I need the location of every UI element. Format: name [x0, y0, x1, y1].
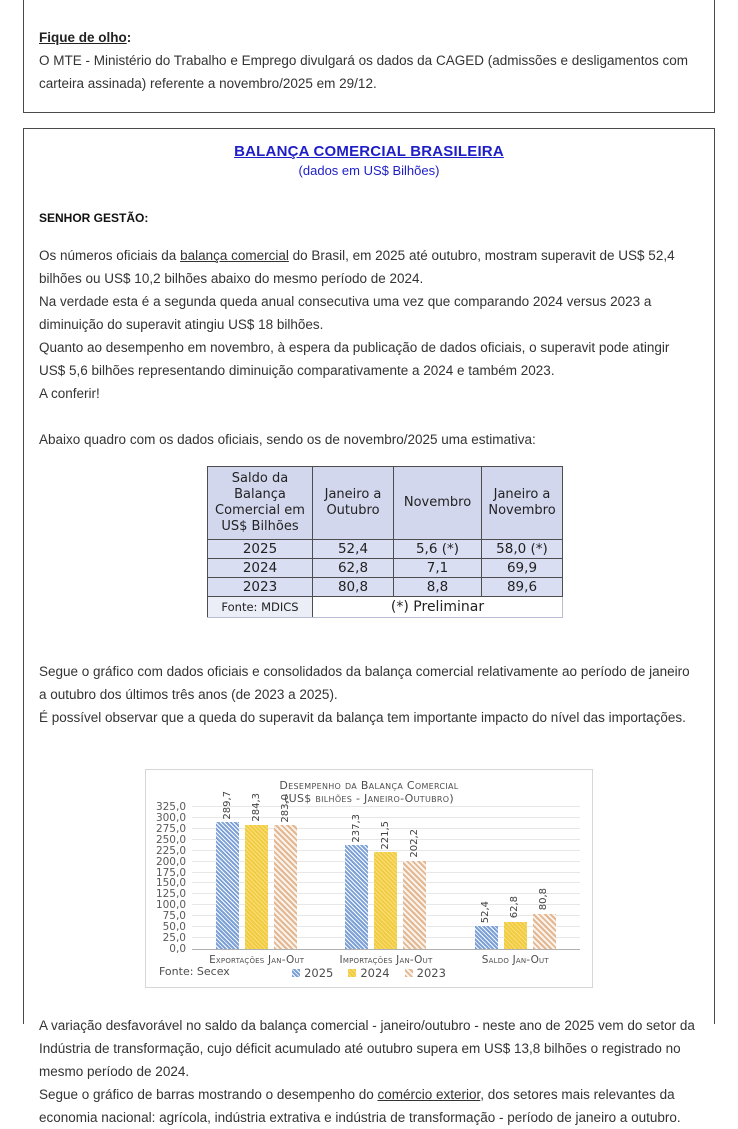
y-tick-label: 125,0: [155, 888, 186, 901]
closing-paragraph-2: [39, 1083, 699, 1129]
mid-paragraph-2: É possível observar que a queda do superavit da balança tem importante impacto do nível das importações.: [39, 710, 686, 725]
bar-group: [192, 790, 321, 949]
table-cell: 8,8: [394, 578, 482, 597]
balance-table-body: [208, 540, 563, 597]
category-label: Saldo Jan-Out: [481, 954, 549, 966]
legend-label: 2025: [304, 966, 334, 980]
underlined-term: balança comercial: [180, 248, 289, 263]
chart-title: Desempenho da Balança Comercial: [279, 779, 459, 792]
bar-slot: [533, 807, 556, 949]
underlined-term: comércio exterior: [377, 1087, 481, 1102]
bar-slot: [274, 793, 297, 949]
mid-paragraph-1: Segue o gráfico com dados oficiais e consolidados da balança comercial relativamente ao período de janeiro a outubro dos últimos três anos (de 2023 a 2025).: [39, 664, 690, 702]
bar-slot: [345, 807, 368, 949]
bar-slot: [403, 807, 426, 949]
bar-value-label: 283,0: [279, 793, 291, 823]
bar-value-label: 202,2: [408, 829, 420, 858]
notice-body: O MTE - Ministério do Trabalho e Emprego divulgará os dados da CAGED (admissões e desligamentos com carteira assinada) referente a novembro/2025 em 29/12.: [39, 53, 689, 91]
bar-group: [321, 807, 450, 949]
trade-balance-chart: [145, 769, 593, 988]
y-tick-label: 175,0: [155, 866, 186, 879]
legend-label: 2024: [360, 966, 390, 980]
y-tick-label: 200,0: [155, 855, 186, 868]
table-cell: 52,4: [313, 540, 394, 559]
legend-item: [292, 966, 333, 980]
intro-paragraph-1: [39, 244, 699, 290]
chart-subtitle: (US$ bilhões - Janeiro-Outubro): [284, 792, 454, 805]
legend-item: [348, 966, 389, 980]
legend-label: 2023: [416, 966, 446, 980]
bar-value-label: 284,3: [250, 793, 262, 822]
bar-2025: [216, 822, 239, 949]
intro-paragraph-5: Abaixo quadro com os dados oficiais, sendo os de novembro/2025 uma estimativa:: [39, 432, 536, 447]
y-tick-label: 275,0: [155, 822, 186, 835]
table-cell: 2024: [208, 559, 313, 578]
closing-paragraph-1: A variação desfavorável no saldo da balança comercial - janeiro/outubro - neste ano de 2025 vem do setor da Indústria de transformação, cujo déficit acumulado até outubro supera em US$ 13,8 bilhões o registrado no mesmo período de 2024.: [39, 1018, 695, 1079]
report-title-link[interactable]: BALANÇA COMERCIAL BRASILEIRA: [234, 143, 504, 160]
table-row: [208, 540, 563, 559]
bar-2024: [374, 852, 397, 949]
intro-paragraph-3: Quanto ao desempenho em novembro, à espera da publicação de dados oficiais, o superavit pode atingir US$ 5,6 bilhões representando diminuição comparativamente a 2024 e também 2023.: [39, 340, 670, 378]
bar-slot: [216, 790, 239, 949]
table-row: [208, 578, 563, 597]
table-header-cell: Saldo da Balança Comercial em US$ Bilhões: [208, 467, 313, 540]
table-cell: 58,0 (*): [482, 540, 563, 559]
intro-paragraph-4: A conferir!: [39, 386, 100, 401]
notice-heading-colon: :: [126, 30, 132, 45]
legend-swatch-icon: [405, 969, 413, 977]
paragraph-text: , dos setores mais relevantes da economia nacional: agrícola, indústria extrativa e indústria de transformação - período de janeiro a outubro.: [39, 1087, 681, 1125]
y-tick-label: 0,0: [169, 943, 186, 955]
bar-2025: [475, 926, 498, 949]
table-cell: 69,9: [482, 559, 563, 578]
table-header-cell: Novembro: [394, 467, 482, 540]
y-axis-labels: [150, 801, 186, 955]
table-cell: 89,6: [482, 578, 563, 597]
bar-value-label: 62,8: [509, 896, 521, 919]
table-cell: 2023: [208, 578, 313, 597]
notice-heading-text: Fique de olho: [39, 30, 127, 45]
y-tick-label: 25,0: [162, 932, 186, 945]
table-header-cell: Janeiro a Novembro: [482, 467, 563, 540]
notice-box: [23, 0, 715, 113]
y-tick-label: 300,0: [155, 811, 186, 824]
table-cell: 7,1: [394, 559, 482, 578]
bar-value-label: 289,7: [221, 790, 233, 820]
y-tick-label: 225,0: [155, 844, 186, 857]
y-tick-label: 100,0: [155, 899, 186, 912]
bar-2023: [533, 914, 556, 949]
bar-2023: [403, 861, 426, 949]
table-header-cell: Janeiro a Outubro: [313, 467, 394, 540]
chart-source: Fonte: Secex: [159, 965, 230, 978]
bar-slot: [374, 807, 397, 949]
bar-value-label: 237,3: [350, 813, 362, 843]
table-cell: 2025: [208, 540, 313, 559]
balance-table: [207, 466, 563, 618]
bar-2024: [245, 825, 268, 949]
paragraph-text: do Brasil, em 2025 até outubro, mostram superavit de US$ 52,4 bilhões ou US$ 10,2 bilhões abaixo do mesmo período de 2024.: [39, 248, 675, 286]
category-label: Exportações Jan-Out: [209, 954, 305, 966]
legend-swatch-icon: [348, 969, 356, 977]
report-box: [23, 128, 715, 1125]
bar-2023: [274, 825, 297, 949]
bar-2024: [504, 922, 527, 949]
y-tick-label: 325,0: [155, 801, 186, 813]
table-footer-row: [208, 597, 563, 618]
table-row: [208, 559, 563, 578]
bar-group: [451, 807, 580, 949]
bar-2025: [345, 845, 368, 949]
table-cell: 62,8: [313, 559, 394, 578]
category-axis: [192, 954, 580, 966]
bar-value-label: 221,5: [379, 820, 391, 850]
y-tick-label: 150,0: [155, 877, 186, 890]
table-cell: 80,8: [313, 578, 394, 597]
paragraph-text: Segue o gráfico de barras mostrando o desempenho do: [39, 1087, 378, 1102]
category-label: Importações Jan-Out: [339, 954, 433, 966]
y-tick-label: 50,0: [162, 921, 186, 934]
bar-slot: [475, 807, 498, 949]
legend-item: [405, 966, 446, 980]
y-tick-label: 75,0: [162, 910, 186, 923]
bar-value-label: 80,8: [538, 888, 550, 911]
notice-heading: [39, 26, 699, 49]
report-subtitle: (dados em US$ Bilhões): [298, 163, 440, 178]
table-source: Fonte: MDICS: [208, 597, 313, 618]
bar-value-label: 52,4: [480, 900, 492, 924]
paragraph-text: Os números oficiais da: [39, 248, 181, 263]
table-note: (*) Preliminar: [313, 597, 563, 618]
table-cell: 5,6 (*): [394, 540, 482, 559]
bar-slot: [245, 793, 268, 949]
y-tick-label: 250,0: [155, 833, 186, 846]
intro-paragraph-2: Na verdade esta é a segunda queda anual consecutiva uma vez que comparando 2024 versus 2023 a diminuição do superavit atingiu US$ 18 bilhões.: [39, 294, 652, 332]
bar-slot: [504, 807, 527, 949]
salutation: SENHOR GESTÃO:: [39, 211, 149, 225]
table-header-row: [208, 467, 563, 540]
legend-swatch-icon: [292, 969, 300, 977]
